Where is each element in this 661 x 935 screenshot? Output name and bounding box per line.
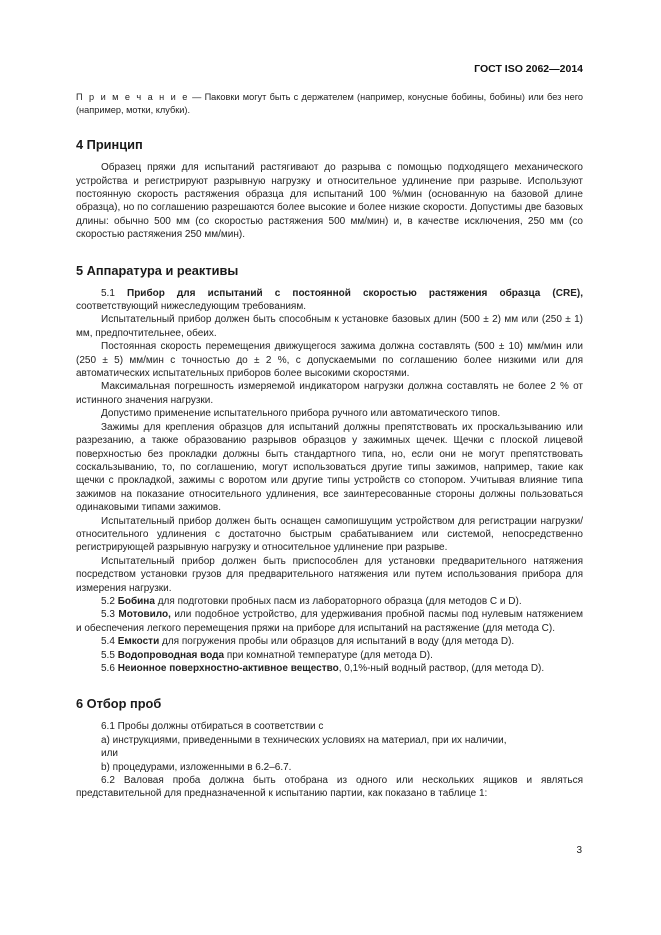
list-separator-or: или xyxy=(101,748,119,760)
clause-5-4 xyxy=(76,635,583,648)
section-4-paragraph: Образец пряжи для испытаний растягивают до разрыва с помощью подходящего механического устройства и регистрируют разрывную нагрузку и относительное удлинение при разрыве. Используют постоянную скорость растяжения образца для испытаний 100 %/мин (основанную на базовой длине образца), но по соглашению разрешаются более высокие и более низкие скорости. Допустимы две базовых длины: обычно 500 мм (со скоростью растяжения 500 мм/мин) и, в качестве исключения, 250 мм (со скоростью растяжения 250 мм/мин). xyxy=(76,162,583,241)
list-item-b: b) процедурами, изложенными в 6.2–6.7. xyxy=(101,761,292,773)
clause-term: Бобина xyxy=(117,595,155,607)
clause-text: при комнатной температуре (для метода D). xyxy=(224,649,433,661)
clause-text: соответствующий нижеследующим требованиям. xyxy=(76,301,306,313)
clause-5-5 xyxy=(76,649,583,662)
standard-header: ГОСТ ISO 2062—2014 xyxy=(474,63,583,75)
section-6-heading: 6 Отбор проб xyxy=(76,696,162,712)
document-body xyxy=(76,91,583,801)
clause-number: 5.6 xyxy=(101,663,118,674)
clause-number: 5.2 xyxy=(101,595,118,607)
clause-5-1 xyxy=(76,287,583,314)
clause-text: для погружения пробы или образцов для испытаний в воду (для метода D). xyxy=(159,636,515,648)
clause-term: Неионное поверхностно-активное вещество xyxy=(117,663,339,674)
paragraph-clamps: Зажимы для крепления образцов для испытаний должны препятствовать их проскальзыванию или разрезанию, а также образованию разрывов образцов у зажимных щечек. Щечки с плоской лицевой поверхностью без прокладки должны быть стандартного типа, но, если они не могут препятствовать соскальзыванию, то, по соглашению, могут использоваться другие типы зажимов, например, такие как щечки с прокладкой, зажимы с воротом или другие типы устройств со стопором. Учитывая влияние типа зажимов на показание относительного удлинения, все заинтересованные стороны должны пользоваться одинаковыми типами зажимов. xyxy=(76,421,583,514)
clause-6-1: 6.1 Пробы должны отбираться в соответствии с xyxy=(101,721,324,733)
note-paragraph xyxy=(76,91,583,116)
note-label: П р и м е ч а н и е xyxy=(76,92,189,102)
clause-5-2 xyxy=(76,595,583,608)
page-number: 3 xyxy=(576,845,582,856)
section-4-heading: 4 Принцип xyxy=(76,137,143,153)
paragraph-pretension: Испытательный прибор должен быть приспособлен для установки предварительного натяжения посредством установки грузов для предварительного натяжения или путем использования прибора для измерения нагрузки. xyxy=(76,555,583,594)
paragraph-load-error: Максимальная погрешность измеряемой индикатором нагрузки должна составлять не более 2 % от истинного значения нагрузки. xyxy=(76,381,583,406)
clause-text: для подготовки пробных пасм из лабораторного образца (для методов С и D). xyxy=(154,595,522,607)
clause-text: , 0,1%-ный водный раствор, (для метода D). xyxy=(338,663,545,674)
clause-term: Мотовило, xyxy=(118,609,171,621)
paragraph-recorder: Испытательный прибор должен быть оснащен самопишущим устройством для регистрации нагрузки/относительного удлинения с достаточно быстрым срабатыванием или системой, непосредственно регистрирующей разрывную нагрузку и относительное удлинение при разрыве. xyxy=(76,515,583,554)
clause-5-6 xyxy=(76,662,583,675)
clause-number: 5.1 xyxy=(101,287,127,299)
paragraph-clamp-speed: Постоянная скорость перемещения движущегося зажима должна составлять (500 ± 10) мм/мин или (250 ± 5) мм/мин с точностью до ± 2 %, с допускаемыми по соглашению более низкими или для автоматических испытательных приборов более высокими скоростями. xyxy=(76,341,583,380)
note-text: — Паковки могут быть с держателем (например, конусные бобины, бобины) или без него (например, мотки, клубки). xyxy=(76,92,583,115)
clause-number: 5.5 xyxy=(101,649,118,661)
clause-number: 5.4 xyxy=(101,636,118,648)
list-item-a: а) инструкциями, приведенными в технических условиях на материал, при их наличии, xyxy=(101,734,507,746)
clause-number: 5.3 xyxy=(101,609,119,621)
clause-text: или подобное устройство, для удерживания пробной пасмы под нулевым натяжением и обеспечения легкого перемещения пряжи на приборе для испытаний на растяжение (для метода С). xyxy=(76,609,584,634)
clause-term: Водопроводная вода xyxy=(117,649,225,661)
clause-6-2: 6.2 Валовая проба должна быть отобрана из одного или нескольких ящиков и являться представительной для предназначенной к испытанию партии, как показано в таблице 1: xyxy=(76,775,583,800)
clause-term: Емкости xyxy=(117,636,160,648)
section-5-heading: 5 Аппаратура и реактивы xyxy=(76,262,239,278)
clause-5-3 xyxy=(76,608,583,635)
paragraph-device-types: Допустимо применение испытательного прибора ручного или автоматического типов. xyxy=(101,408,501,420)
paragraph-gauge-lengths: Испытательный прибор должен быть способным к установке базовых длин (500 ± 2) мм или (250 ± 1) мм, предпочтительнее, обеих. xyxy=(76,314,583,339)
clause-term: Прибор для испытаний с постоянной скоростью растяжения образца (CRE), xyxy=(127,287,583,299)
